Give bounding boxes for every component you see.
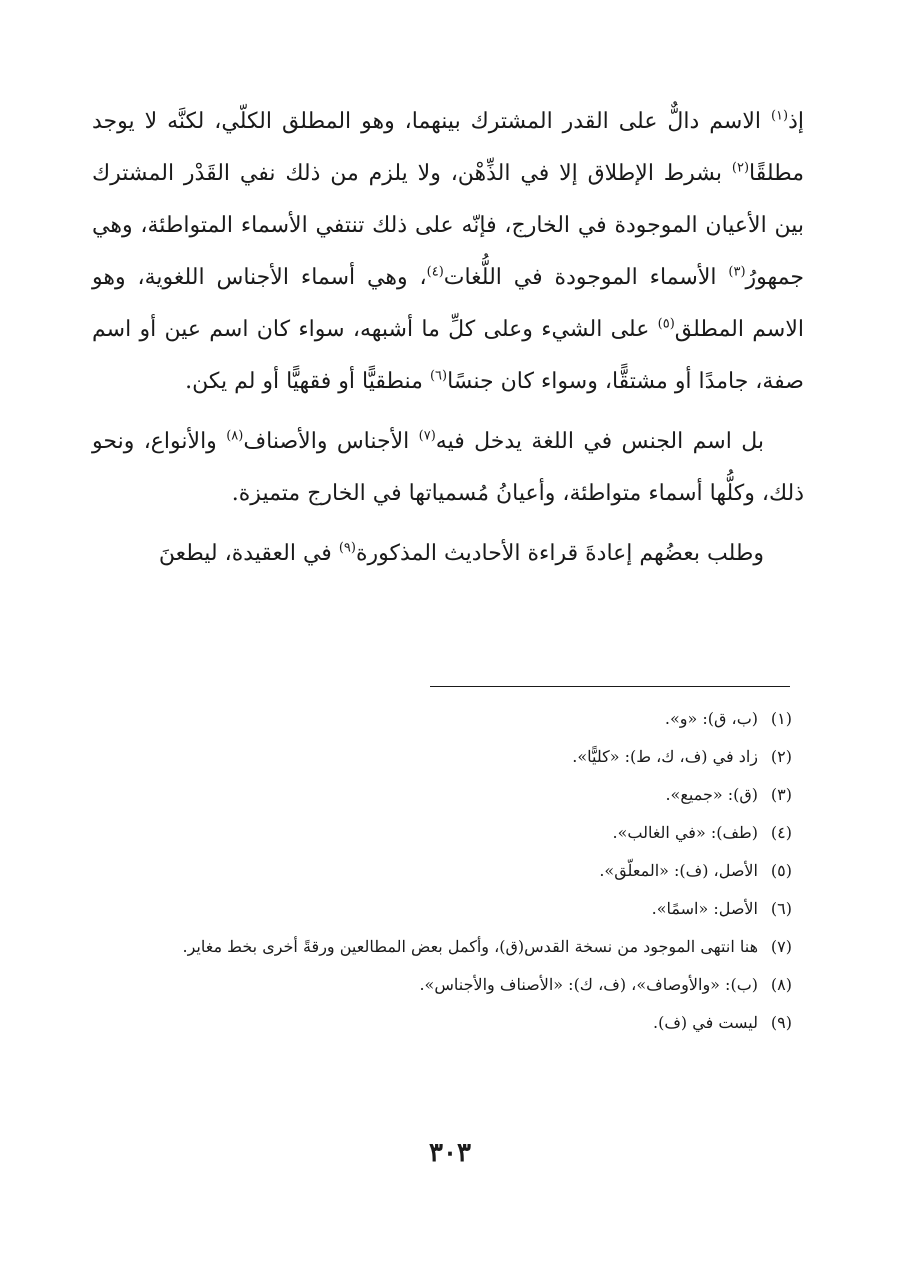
text-run: الأجناس والأصناف bbox=[243, 429, 419, 454]
footnote-item bbox=[92, 1004, 792, 1042]
footnote-item bbox=[92, 700, 792, 738]
footnote-number: (٧) bbox=[770, 937, 792, 956]
footnote-text: (ق): «جميع». bbox=[665, 785, 758, 804]
text-run: ، وهي أسماء الأجناس اللغوية، وهو الاسم المطلق bbox=[92, 265, 804, 342]
footnote-number: (٨) bbox=[770, 975, 792, 994]
footnote-text: (طف): «في الغالب». bbox=[612, 823, 758, 842]
footnote-item bbox=[92, 738, 792, 776]
footnote-number: (٢) bbox=[770, 747, 792, 766]
footnote-text: الأصل: «اسمًا». bbox=[651, 899, 758, 918]
footnote-number: (٥) bbox=[770, 861, 792, 880]
footnote-text: هنا انتهى الموجود من نسخة القدس(ق)، وأكمل بعض المطالعين ورقةً أخرى بخط مغاير. bbox=[182, 937, 758, 956]
footnote-marker-2: (٢) bbox=[731, 160, 750, 176]
footnote-marker-6: (٦) bbox=[429, 368, 448, 384]
footnote-number: (٣) bbox=[770, 785, 792, 804]
footnote-marker-9: (٩) bbox=[338, 540, 356, 556]
text-run: منطقيًّا أو فقهيًّا أو لم يكن. bbox=[185, 369, 430, 394]
footnote-marker-5: (٥) bbox=[657, 316, 675, 332]
footnote-item bbox=[92, 776, 792, 814]
text-run: إذ bbox=[788, 109, 804, 134]
text-run: بل اسم الجنس في اللغة يدخل فيه bbox=[435, 429, 764, 454]
footnote-item bbox=[92, 852, 792, 890]
footnote-number: (٩) bbox=[770, 1013, 792, 1032]
text-run: الاسم دالٌّ على القدر المشترك بينهما، وهو المطلق الكلّي، لكنَّه لا يوجد مطلقًا bbox=[92, 109, 804, 186]
footnote-number: (٤) bbox=[770, 823, 792, 842]
footnote-number: (٦) bbox=[770, 899, 792, 918]
footnote-text: (ب): «والأوصاف»، (ف، ك): «الأصناف والأجناس». bbox=[419, 975, 758, 994]
text-run: بشرط الإطلاق إلا في الذِّهْن، ولا يلزم من ذلك نفي القَدْر المشترك بين الأعيان الموجودة في الخارج، فإنّه على ذلك تنتفي الأسماء المتواطئة، وهي جمهورُ bbox=[92, 161, 805, 290]
footnote-marker-7: (٧) bbox=[418, 428, 436, 444]
text-run: على الشيء وعلى كلِّ ما أشبهه، سواء كان اسم عين أو اسم صفة، جامدًا أو مشتقًّا، وسواء كان جنسًا bbox=[92, 317, 804, 394]
main-text bbox=[92, 96, 804, 588]
page-number: ٣٠٣ bbox=[429, 1138, 471, 1168]
text-run: الأسماء الموجودة في اللُّغات bbox=[443, 265, 729, 290]
footnote-item bbox=[92, 966, 792, 1004]
paragraph-1 bbox=[92, 96, 804, 408]
footnote-text: ليست في (ف). bbox=[653, 1013, 758, 1032]
footnote-marker-1: (١) bbox=[770, 108, 789, 124]
footnote-marker-3: (٣) bbox=[728, 264, 746, 280]
text-run: وطلب بعضُهم إعادةَ قراءة الأحاديث المذكورة bbox=[355, 541, 764, 566]
text-run: والأنواع، ونحو ذلك، وكلُّها أسماء متواطئة، وأعيانُ مُسمياتها في الخارج متميزة. bbox=[92, 429, 804, 506]
footnote-text: زاد في (ف، ك، ط): «كليًّا». bbox=[572, 747, 758, 766]
footnote-item bbox=[92, 928, 792, 966]
footnote-marker-4: (٤) bbox=[426, 264, 444, 280]
footnote-number: (١) bbox=[770, 709, 792, 728]
footnotes-list bbox=[92, 700, 792, 1042]
footnote-divider bbox=[430, 686, 790, 687]
footnote-marker-8: (٨) bbox=[226, 428, 244, 444]
footnote-item bbox=[92, 814, 792, 852]
paragraph-2 bbox=[92, 416, 804, 520]
footnote-text: الأصل، (ف): «المعلّق». bbox=[599, 861, 758, 880]
footnote-text: (ب، ق): «و». bbox=[664, 709, 758, 728]
footnote-item bbox=[92, 890, 792, 928]
text-run: في العقيدة، ليطعنَ bbox=[158, 541, 339, 566]
paragraph-3 bbox=[92, 528, 804, 580]
